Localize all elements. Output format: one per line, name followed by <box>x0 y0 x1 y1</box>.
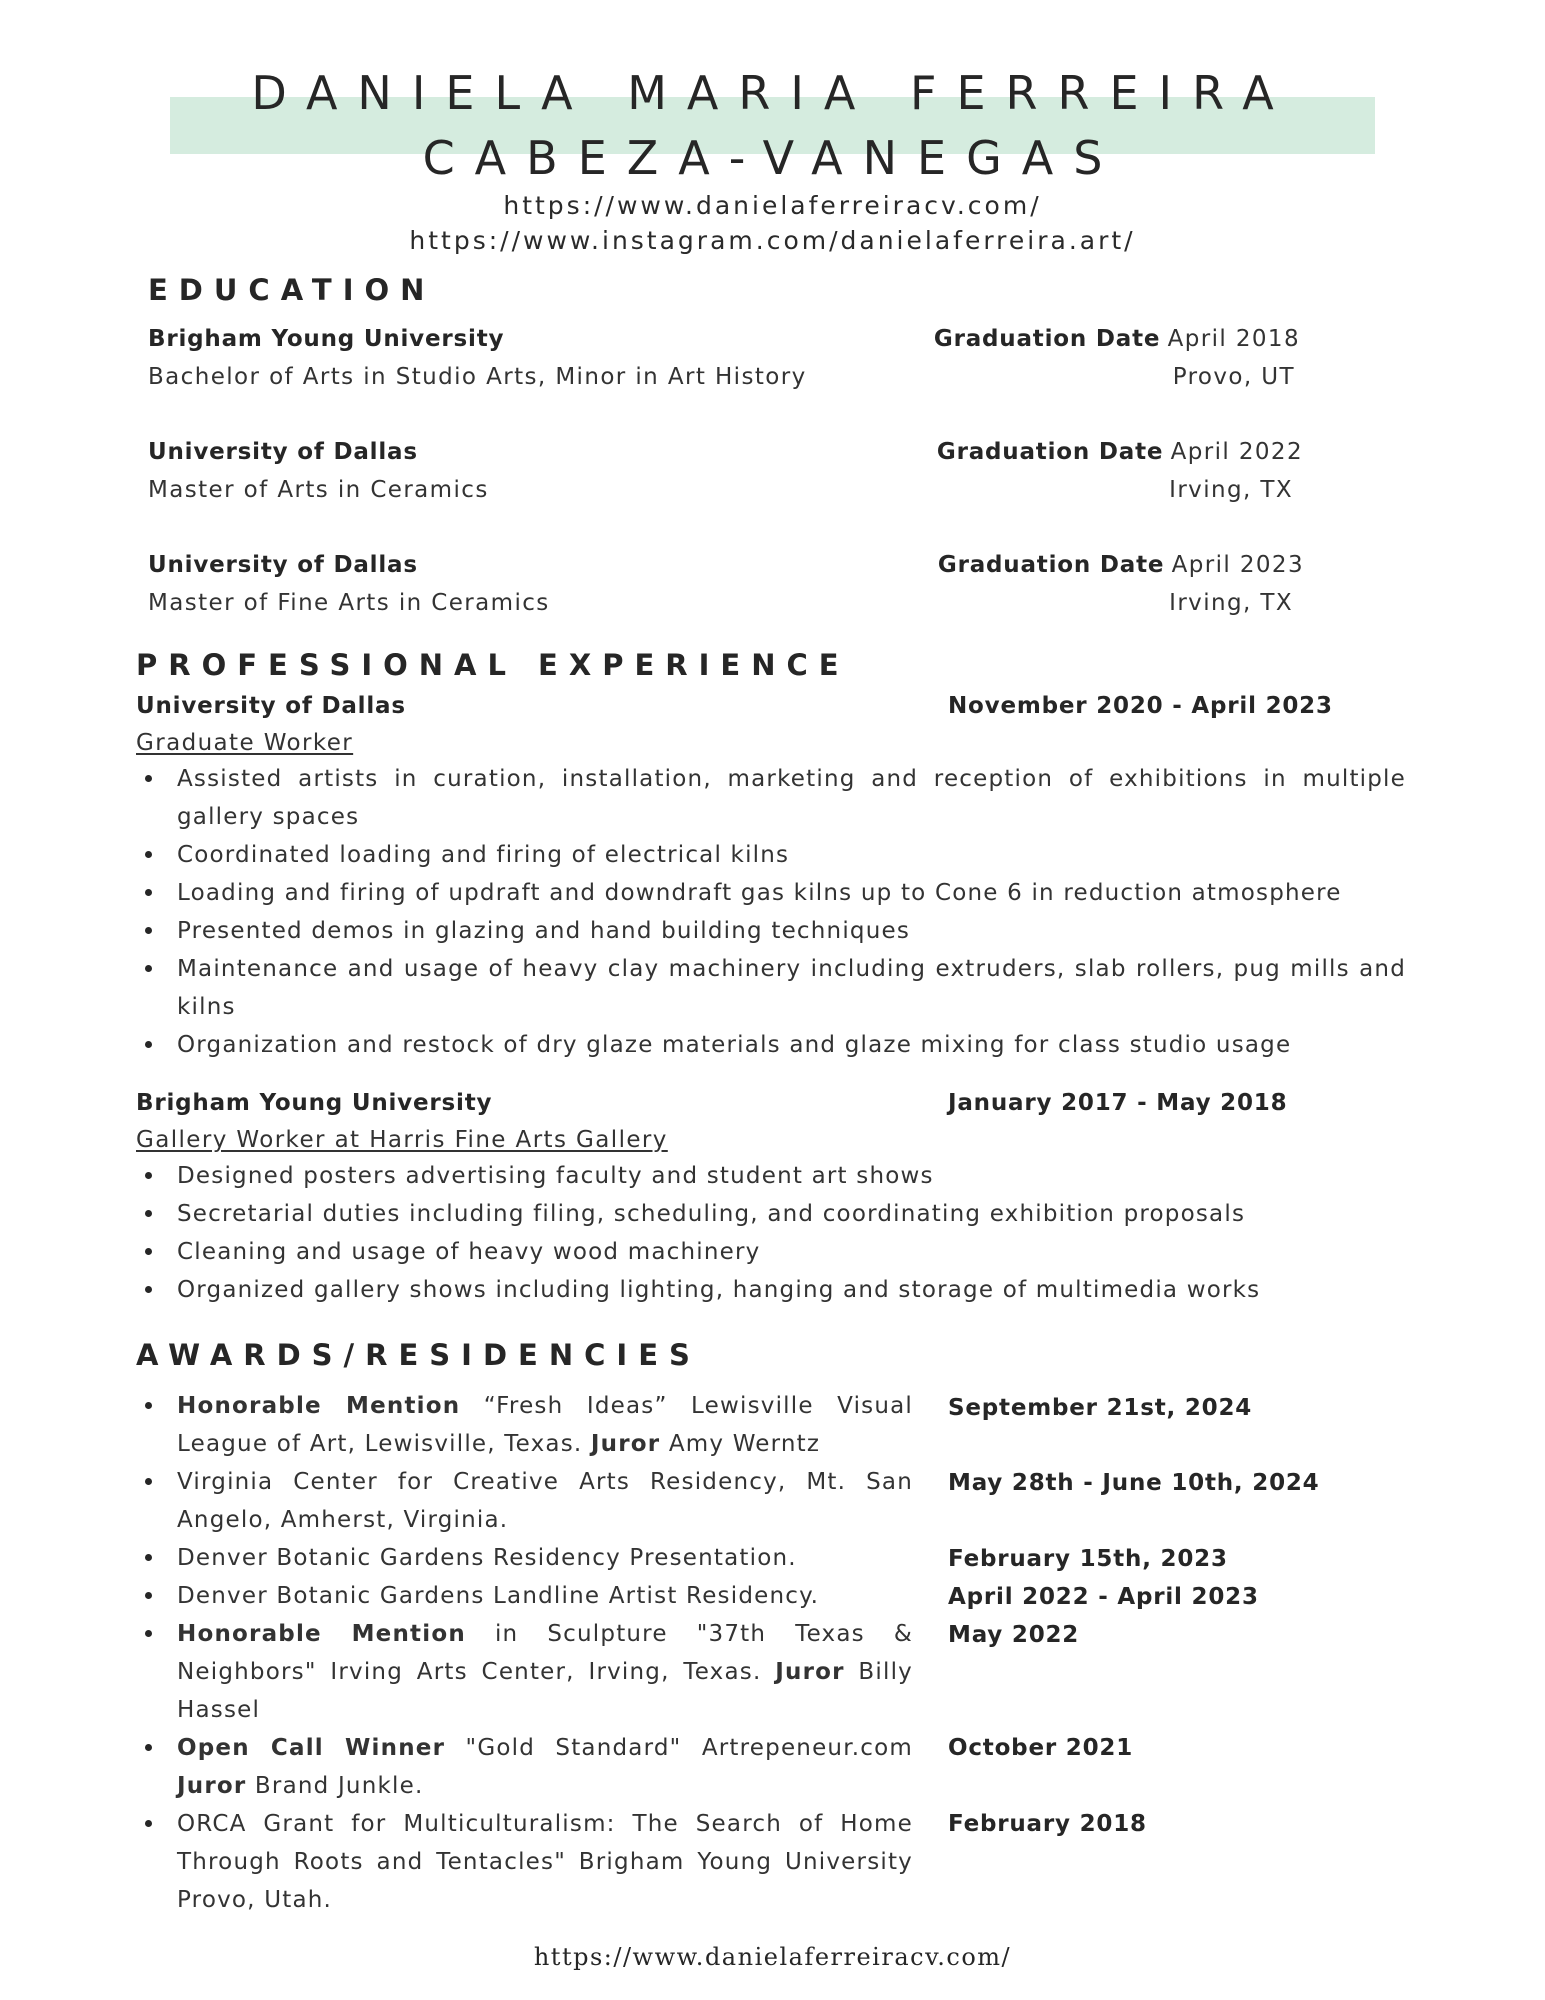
edu-3-date-row <box>870 554 1304 577</box>
job-2-role: Gallery Worker at Harris Fine Arts Gallery <box>136 1127 668 1153</box>
job-1-bullets <box>136 760 1406 1064</box>
edu-3-location: Irving, TX <box>1169 590 1293 616</box>
bullet-icon <box>145 851 152 858</box>
edu-2-date-row <box>870 441 1303 464</box>
job-1-employer: University of Dallas <box>136 693 406 719</box>
edu-2-date-label: Graduation Date <box>936 439 1164 465</box>
list-item: Assisted artists in curation, installation, marketing and reception of exhibitions in multiple gallery spaces <box>136 760 1406 836</box>
edu-3-date: April 2023 <box>1171 552 1304 578</box>
bullet-icon <box>145 1478 152 1485</box>
award-5-date: May 2022 <box>948 1622 1080 1648</box>
award-1-date: September 21st, 2024 <box>948 1395 1253 1421</box>
name-line-2: CABEZA-VANEGAS <box>422 131 1123 185</box>
list-item: Virginia Center for Creative Arts Residency, Mt. San Angelo, Amherst, Virginia. <box>136 1463 913 1539</box>
list-item: Organization and restock of dry glaze materials and glaze mixing for class studio usage <box>136 1026 1406 1064</box>
job-1-role: Graduate Worker <box>136 730 354 756</box>
edu-1-date-label: Graduation Date <box>933 326 1161 352</box>
award-6-date: October 2021 <box>948 1735 1134 1761</box>
bullet-icon <box>145 1630 152 1637</box>
list-item: Organized gallery shows including lighting, hanging and storage of multimedia works <box>136 1271 1406 1309</box>
experience-heading: PROFESSIONAL EXPERIENCE <box>136 648 850 682</box>
bullet-icon <box>145 775 152 782</box>
footer-website-link[interactable]: https://www.danielaferreiracv.com/ <box>533 1943 1012 1971</box>
edu-3-degree: Master of Fine Arts in Ceramics <box>148 590 550 616</box>
job-1-dates: November 2020 - April 2023 <box>948 693 1333 719</box>
award-2-date: May 28th - June 10th, 2024 <box>948 1470 1320 1496</box>
list-item: Open Call Winner "Gold Standard" Artrepeneur.com Juror Brand Junkle. <box>136 1729 913 1805</box>
education-heading: EDUCATION <box>148 273 436 307</box>
list-item: Maintenance and usage of heavy clay machinery including extruders, slab rollers, pug mills and kilns <box>136 950 1406 1026</box>
bullet-icon <box>145 1402 152 1409</box>
job-2-employer: Brigham Young University <box>136 1090 493 1116</box>
bullet-icon <box>145 1210 152 1217</box>
edu-1-degree: Bachelor of Arts in Studio Arts, Minor in Art History <box>148 364 807 390</box>
bullet-icon <box>145 1820 152 1827</box>
list-item: Designed posters advertising faculty and student art shows <box>136 1157 1406 1195</box>
bullet-icon <box>145 1592 152 1599</box>
name-line-1: DANIELA MARIA FERREIRA <box>251 66 1294 120</box>
award-3-date: February 15th, 2023 <box>948 1546 1228 1572</box>
job-2-dates: January 2017 - May 2018 <box>948 1090 1288 1116</box>
edu-2-date: April 2022 <box>1170 439 1303 465</box>
edu-1-date-row <box>870 328 1300 351</box>
job-2-bullets <box>136 1157 1406 1309</box>
edu-1-school: Brigham Young University <box>148 326 505 352</box>
list-item: Honorable Mention “Fresh Ideas” Lewisville Visual League of Art, Lewisville, Texas. Juror Amy Werntz <box>136 1387 913 1463</box>
list-item: Coordinated loading and firing of electrical kilns <box>136 836 1406 874</box>
bullet-icon <box>145 927 152 934</box>
list-item: Denver Botanic Gardens Landline Artist Residency. <box>136 1577 913 1615</box>
awards-heading: AWARDS/RESIDENCIES <box>136 1338 701 1372</box>
awards-list <box>136 1387 913 1919</box>
list-item: Loading and firing of updraft and downdraft gas kilns up to Cone 6 in reduction atmosphere <box>136 874 1406 912</box>
website-link[interactable]: https://www.danielaferreiracv.com/ <box>503 191 1042 220</box>
edu-3-date-label: Graduation Date <box>937 552 1165 578</box>
edu-2-location: Irving, TX <box>1169 477 1293 503</box>
award-7-date: February 2018 <box>948 1811 1147 1837</box>
instagram-link[interactable]: https://www.instagram.com/danielaferreira.art/ <box>409 226 1136 255</box>
list-item: Denver Botanic Gardens Residency Presentation. <box>136 1539 913 1577</box>
award-4-date: April 2022 - April 2023 <box>948 1584 1259 1610</box>
edu-2-school: University of Dallas <box>148 439 418 465</box>
edu-1-location: Provo, UT <box>1172 364 1295 390</box>
bullet-icon <box>145 965 152 972</box>
list-item: Cleaning and usage of heavy wood machinery <box>136 1233 1406 1271</box>
edu-1-date: April 2018 <box>1167 326 1300 352</box>
bullet-icon <box>145 1286 152 1293</box>
edu-2-degree: Master of Arts in Ceramics <box>148 477 489 503</box>
bullet-icon <box>145 1041 152 1048</box>
bullet-icon <box>145 1248 152 1255</box>
list-item: Honorable Mention in Sculpture "37th Texas & Neighbors" Irving Arts Center, Irving, Texas. Juror Billy Hassel <box>136 1615 913 1729</box>
bullet-icon <box>145 1554 152 1561</box>
list-item: Presented demos in glazing and hand building techniques <box>136 912 1406 950</box>
edu-3-school: University of Dallas <box>148 552 418 578</box>
bullet-icon <box>145 1744 152 1751</box>
list-item: Secretarial duties including filing, scheduling, and coordinating exhibition proposals <box>136 1195 1406 1233</box>
list-item: ORCA Grant for Multiculturalism: The Search of Home Through Roots and Tentacles" Brigham Young University Provo, Utah. <box>136 1805 913 1919</box>
bullet-icon <box>145 1172 152 1179</box>
bullet-icon <box>145 889 152 896</box>
